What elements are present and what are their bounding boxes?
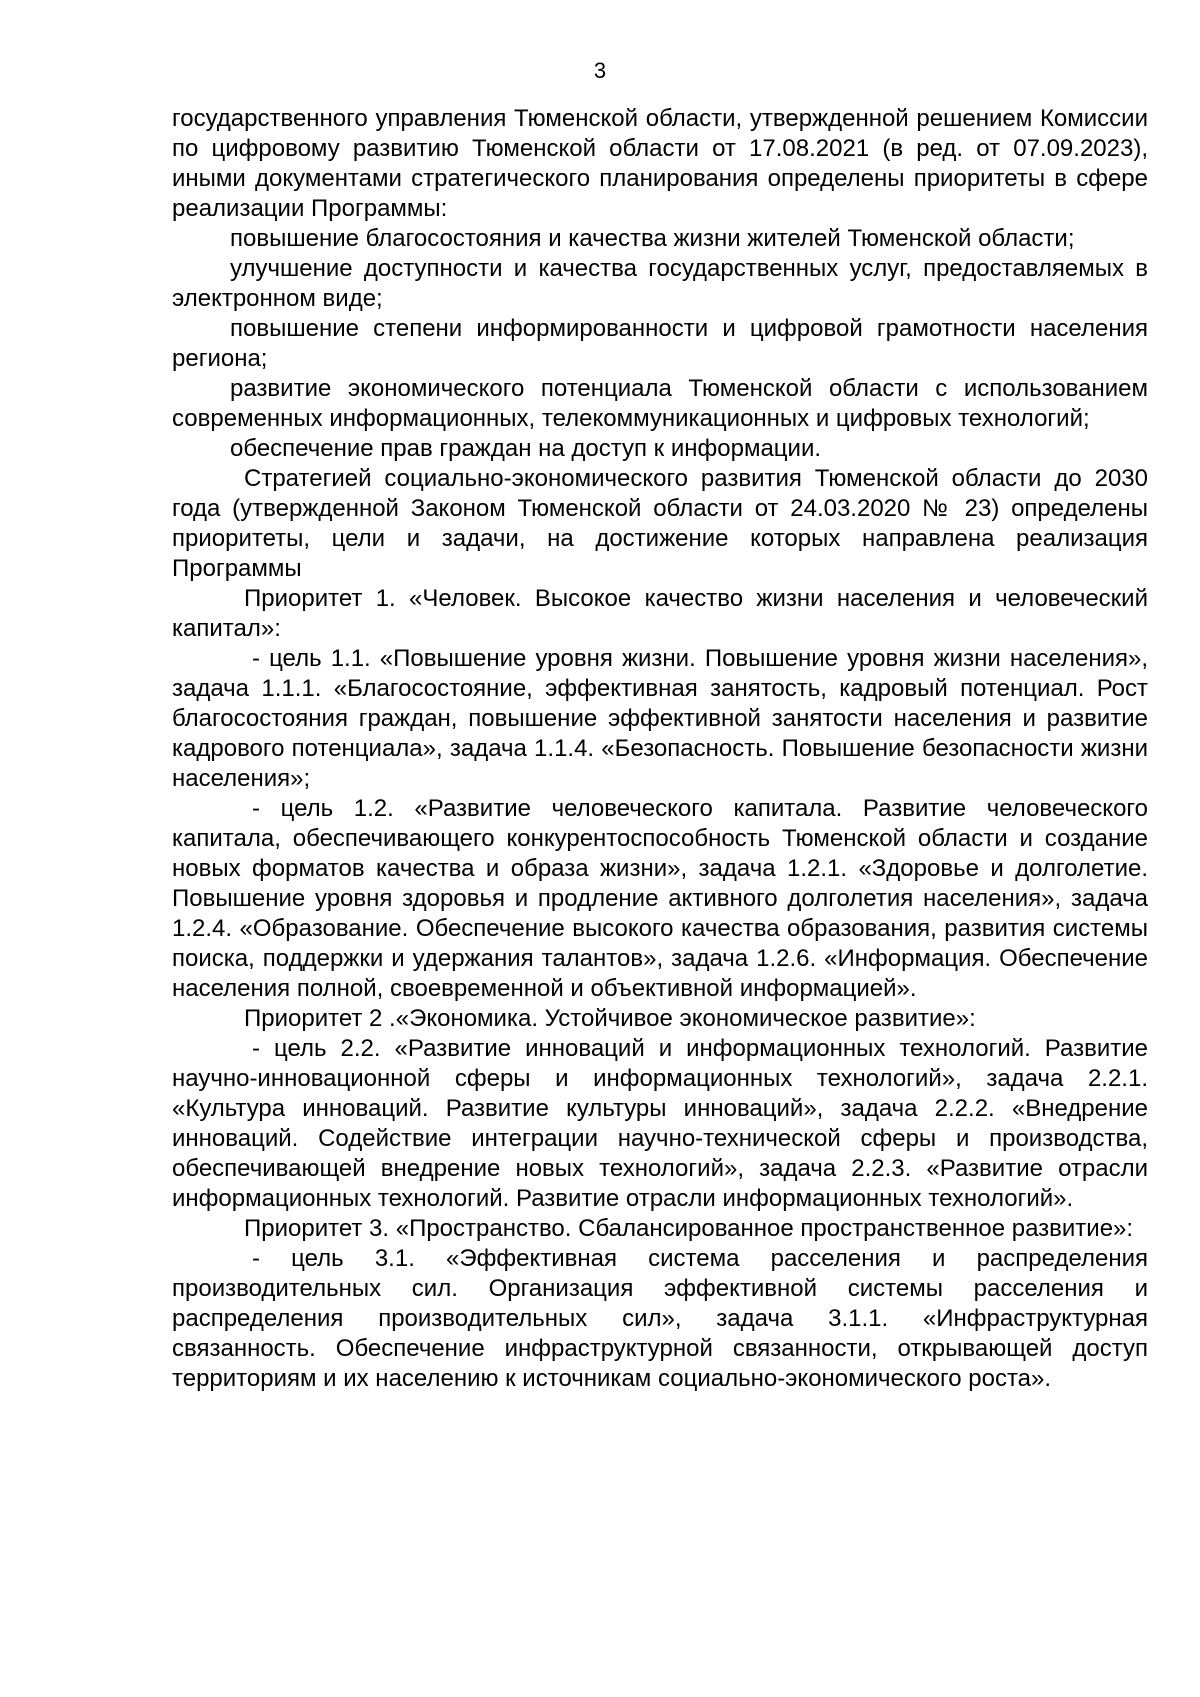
- paragraph-priorities-intro: государственного управления Тюменской области, утвержденной решением Комиссии по цифровому развитию Тюменской области от 17.08.2021 (в ред. от 07.09.2023), иными документами стратегического планирования определены приоритеты в сфере реализации Программы:: [172, 105, 1148, 222]
- list-item-economic-potential: развитие экономического потенциала Тюменской области с использованием современных информационных, телекоммуникационных и цифровых технологий;: [172, 375, 1148, 432]
- goal-3-1: - цель 3.1. «Эффективная система расселения и распределения производительных сил. Организация эффективной системы расселения и распределения производительных сил», задача 3.1.1. «Инфраструктурная связанность. Обеспечение инфраструктурной связанности, открывающей доступ территориям и их населению к источникам социально-экономического роста».: [172, 1245, 1148, 1392]
- priority-3: Приоритет 3. «Пространство. Сбалансированное пространственное развитие»:: [244, 1215, 1134, 1242]
- goal-2-2: - цель 2.2. «Развитие инноваций и информационных технологий. Развитие научно-инновационной сферы и информационных технологий», задача 2.2.1. «Культура инноваций. Развитие культуры инноваций», задача 2.2.2. «Внедрение инноваций. Содействие интеграции научно-технической сферы и производства, обеспечивающей внедрение новых технологий», задача 2.2.3. «Развитие отрасли информационных технологий. Развитие отрасли информационных технологий».: [172, 1035, 1148, 1212]
- goal-1-1: - цель 1.1. «Повышение уровня жизни. Повышение уровня жизни населения», задача 1.1.1. «Благосостояние, эффективная занятость, кадровый потенциал. Рост благосостояния граждан, повышение эффективной занятости населения и развитие кадрового потенциала», задача 1.1.4. «Безопасность. Повышение безопасности жизни населения»;: [172, 645, 1148, 792]
- document-body: [172, 104, 1148, 1394]
- list-item-information-access: обеспечение прав граждан на доступ к информации.: [230, 435, 822, 462]
- paragraph-strategy: Стратегией социально-экономического развития Тюменской области до 2030 года (утвержденной Законом Тюменской области от 24.03.2020 № 23) определены приоритеты, цели и задачи, на достижение которых направлена реализация Программы: [172, 465, 1148, 582]
- goal-1-2: - цель 1.2. «Развитие человеческого капитала. Развитие человеческого капитала, обеспечивающего конкурентоспособность Тюменской области и создание новых форматов качества и образа жизни», задача 1.2.1. «Здоровье и долголетие. Повышение уровня здоровья и продление активного долголетия населения», задача 1.2.4. «Образование. Обеспечение высокого качества образования, развития системы поиска, поддержки и удержания талантов», задача 1.2.6. «Информация. Обеспечение населения полной, своевременной и объективной информацией».: [172, 795, 1148, 1002]
- list-item-services: улучшение доступности и качества государственных услуг, предоставляемых в электронном виде;: [172, 255, 1148, 312]
- page-number: 3: [593, 58, 607, 83]
- priority-2: Приоритет 2 .«Экономика. Устойчивое экономическое развитие»:: [244, 1005, 976, 1032]
- priority-1: Приоритет 1. «Человек. Высокое качество жизни населения и человеческий капитал»:: [172, 585, 1148, 642]
- list-item-wellbeing: повышение благосостояния и качества жизни жителей Тюменской области;: [230, 225, 1075, 252]
- list-item-digital-literacy: повышение степени информированности и цифровой грамотности населения региона;: [172, 315, 1148, 372]
